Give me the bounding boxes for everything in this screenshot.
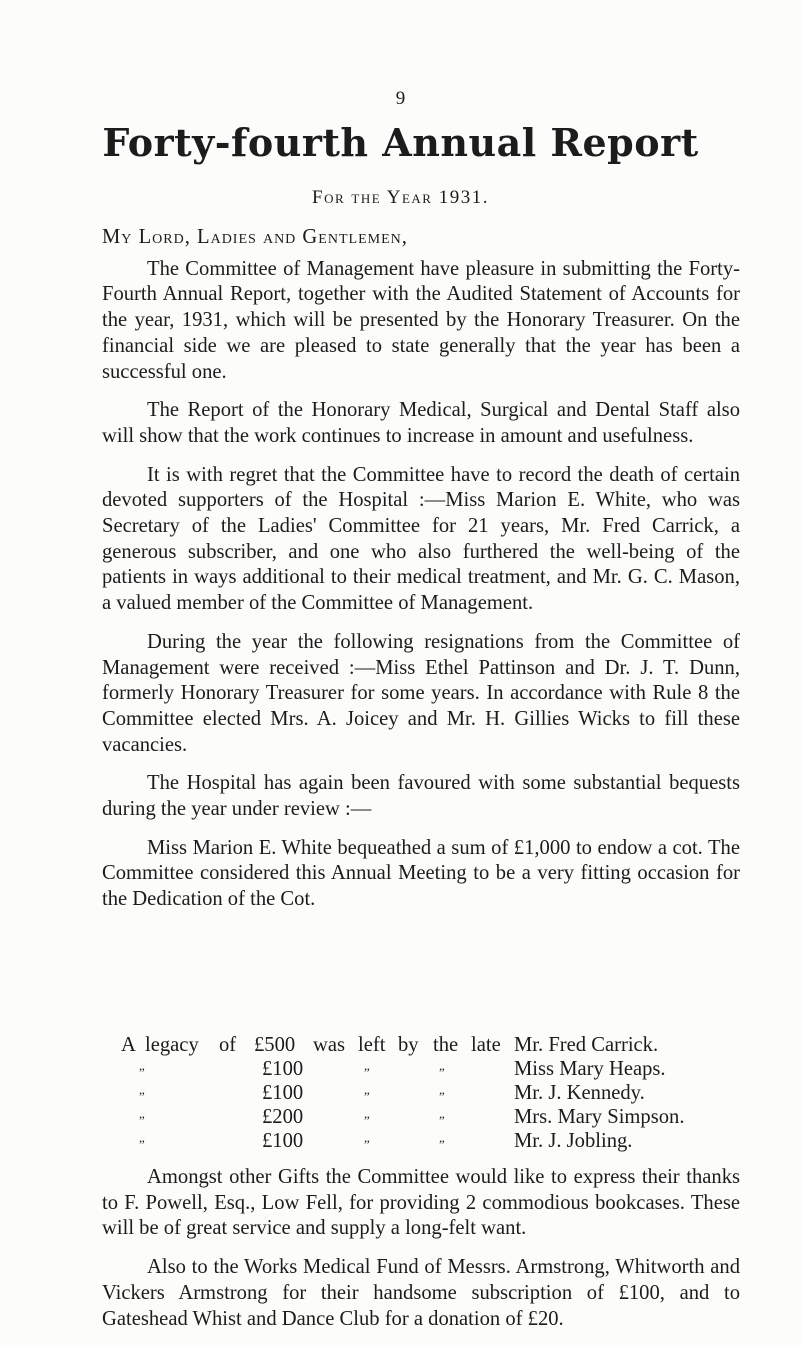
legacy-row: „ £100 „ „ Mr. J. Jobling. [139,1130,633,1152]
legacy-name: Mr. J. Kennedy. [514,1082,645,1104]
paragraph: Miss Marion E. White bequeathed a sum of £1,000 to endow a cot. The Committee considered this Annual Meeting to be a very fitting occasion for the Dedication of the Cot. [102,836,740,911]
legacy-name: Miss Mary Heaps. [514,1058,666,1080]
paragraph: The Hospital has again been favoured with some substantial bequests during the year under review :— [102,772,740,821]
report-title: Forty-fourth Annual Report [102,120,699,165]
legacy-amount: £100 [262,1058,304,1080]
legacy-amount: £500 [254,1034,296,1056]
paragraph: Amongst other Gifts the Committee would like to express their thanks to F. Powell, Esq., Low Fell, for providing 2 commodious bookcases. These will be of great service and supply a long-felt want. [102,1166,740,1240]
legacy-name: Mr. Fred Carrick. [514,1034,659,1056]
legacy-amount: £200 [262,1106,304,1128]
report-body [102,225,740,913]
legacy-name: Mr. J. Jobling. [514,1130,633,1152]
legacy-row: A legacy of £500 was left by the late Mr. Fred Carrick. [121,1034,659,1056]
legacy-name: Mrs. Mary Simpson. [514,1106,685,1128]
legacy-amount: £100 [262,1082,304,1104]
legacies-table [102,1034,742,1154]
paragraph: The Report of the Honorary Medical, Surgical and Dental Staff also will show that the work continues to increase in amount and usefulness. [102,399,740,447]
salutation: My Lord, Ladies and Gentlemen, [102,226,408,248]
report-subtitle: For the Year 1931. [312,187,489,208]
legacy-row: „ £100 „ „ Mr. J. Kennedy. [139,1082,645,1104]
legacy-amount: £100 [262,1130,304,1152]
legacy-row: „ £200 „ „ Mrs. Mary Simpson. [139,1106,685,1128]
paragraph: The Committee of Management have pleasure in submitting the Forty-Fourth Annual Report, together with the Audited Statement of Accounts for the year, 1931, which will be presented by the Honorary Treasurer. On the financial side we are pleased to state generally that the year has been a successful one. [102,257,740,383]
paragraph: During the year the following resignations from the Committee of Management were received :—Miss Ethel Pattinson and Dr. J. T. Dunn, formerly Honorary Treasurer for some years. In accordance with Rule 8 the Committee elected Mrs. A. Joicey and Mr. H. Gillies Wicks to fill these vacancies. [102,630,740,756]
paragraph: It is with regret that the Committee have to record the death of certain devoted supporters of the Hospital :—Miss Marion E. White, who was Secretary of the Ladies' Committee for 21 years, Mr. Fred Carrick, a generous subscriber, and one who also furthered the well-being of the patients in ways additional to their medical treatment, and Mr. G. C. Mason, a valued member of the Committee of Management. [102,463,740,615]
legacy-row: „ £100 „ „ Miss Mary Heaps. [139,1058,666,1080]
paragraph: Also to the Works Medical Fund of Messrs. Armstrong, Whitworth and Vickers Armstrong for their handsome subscription of £100, and to Gateshead Whist and Dance Club for a donation of £20. [102,1256,740,1330]
page-number: 9 [395,88,406,109]
closing-body [102,1165,740,1345]
